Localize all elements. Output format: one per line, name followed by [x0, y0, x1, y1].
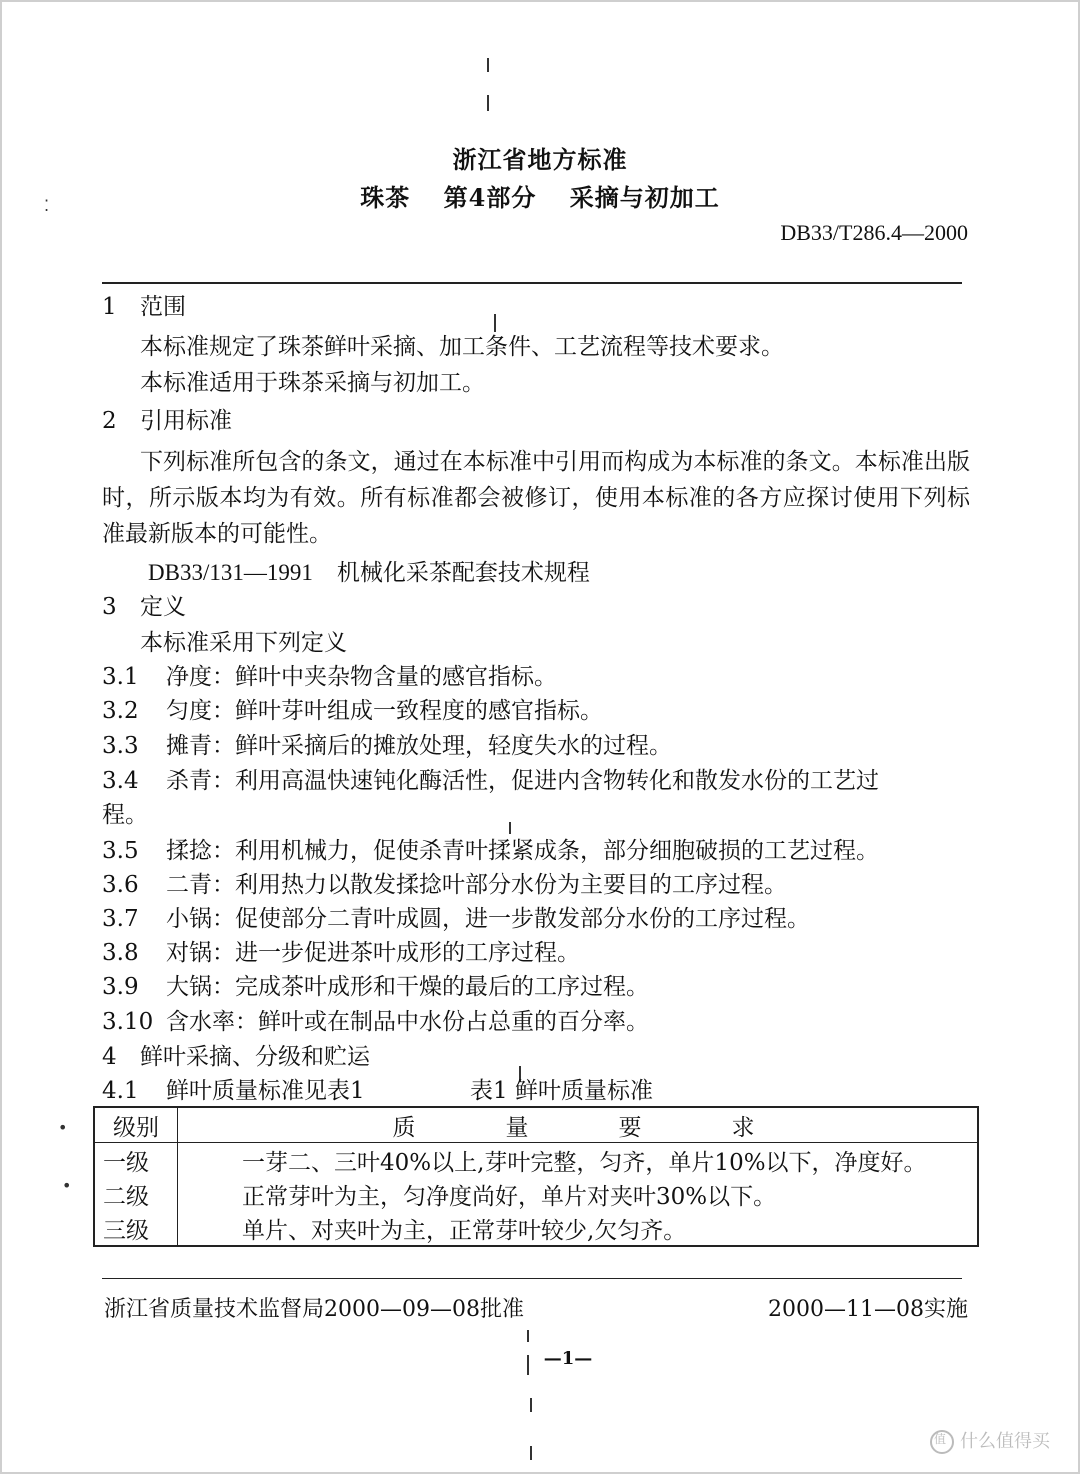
- referenced-standard: [148, 556, 590, 590]
- effective-date: 2000—11—08实施: [768, 1297, 968, 1322]
- requirement-cell: 单片、对夹叶为主，正常芽叶较少,欠匀齐。: [242, 1217, 687, 1244]
- scan-speck: •: [58, 1118, 68, 1137]
- ref-name: 机械化采茶配套技术规程: [336, 560, 590, 586]
- definition-continuation: 程。: [102, 802, 148, 828]
- section-4-heading: [102, 1040, 370, 1074]
- title-part-subject: 采摘与初加工: [569, 183, 720, 212]
- grade-cell: 二级: [94, 1177, 178, 1211]
- section-1-heading: [102, 290, 186, 324]
- section-2-paragraph: 下列标准所包含的条文，通过在本标准中引用而构成为本标准的条文。本标准出版时，所示版本均为有效。所有标准都会被修订，使用本标准的各方应探讨使用下列标准最新版本的可能性。: [102, 449, 970, 547]
- table-row: [94, 1143, 978, 1178]
- definition-item: [102, 936, 580, 970]
- standard-code: DB33/T286.4—2000: [780, 220, 968, 245]
- definition-item: [102, 970, 649, 1004]
- requirement-column-header: 质量要求: [178, 1107, 979, 1143]
- watermark-logo-icon: [930, 1430, 954, 1454]
- requirement-cell: 一芽二、三叶40%以上,芽叶完整，匀齐，单片10%以下，净度好。: [242, 1149, 927, 1176]
- section-3-intro: 本标准采用下列定义: [140, 630, 347, 656]
- section-2-heading: [102, 404, 232, 438]
- title-part-product: 珠茶: [360, 183, 411, 212]
- scan-speck: ⁚: [44, 196, 50, 215]
- definition-number: 3.5: [102, 838, 139, 864]
- table-row: [94, 1211, 978, 1246]
- definition-item: [102, 660, 557, 694]
- definition-number: 3.4: [102, 768, 139, 794]
- table-caption: 表1 鲜叶质量标准: [470, 1078, 653, 1104]
- scan-speck: •: [62, 1176, 72, 1195]
- definition-number: 3.1: [102, 664, 139, 690]
- footer-divider: [102, 1278, 962, 1279]
- ref-code: DB33/131—1991: [148, 560, 313, 585]
- binding-mark: [487, 95, 489, 111]
- definition-number: 3.7: [102, 906, 139, 932]
- definition-item: [102, 1005, 649, 1039]
- section-3-heading: [102, 590, 186, 624]
- watermark-text: 什么值得买: [960, 1431, 1050, 1452]
- section-number: 3: [102, 594, 117, 620]
- binding-mark: [530, 1446, 532, 1460]
- grade-cell: 三级: [94, 1211, 178, 1246]
- definition-number: 3.8: [102, 940, 139, 966]
- definition-text: 含水率：鲜叶或在制品中水份占总重的百分率。: [166, 1009, 649, 1035]
- section-heading-text: 定义: [140, 594, 186, 620]
- binding-mark: [487, 58, 489, 72]
- section-1-paragraph-1: 本标准规定了珠茶鲜叶采摘、加工条件、工艺流程等技术要求。: [140, 334, 784, 360]
- definition-item: [102, 834, 879, 868]
- section-4-1-line: [102, 1074, 365, 1108]
- title-part-section: 第4部分: [443, 183, 537, 212]
- page-number: —1—: [543, 1348, 593, 1369]
- definition-number: 3.2: [102, 698, 139, 724]
- section-number: 4: [102, 1044, 117, 1070]
- definition-number: 3.9: [102, 974, 139, 1000]
- definition-text: 揉捻：利用机械力，促使杀青叶揉紧成条，部分细胞破损的工艺过程。: [166, 838, 879, 864]
- grade-column-header: 级别: [94, 1107, 178, 1143]
- table-header-row: [94, 1107, 978, 1143]
- section-heading-text: 范围: [140, 294, 186, 320]
- binding-mark: [509, 822, 511, 834]
- site-watermark: [930, 1427, 1050, 1454]
- section-heading-text: 鲜叶采摘、分级和贮运: [140, 1044, 370, 1070]
- table-row: [94, 1177, 978, 1211]
- binding-mark: [530, 1398, 532, 1412]
- definition-number: 3.10: [102, 1009, 154, 1035]
- definition-text: 摊青：鲜叶采摘后的摊放处理，轻度失水的过程。: [166, 733, 672, 759]
- definition-text: 对锅：进一步促进茶叶成形的工序过程。: [166, 940, 580, 966]
- section-heading-text: 引用标准: [140, 408, 232, 434]
- section-number: 1: [102, 294, 117, 320]
- definition-item: [102, 902, 810, 936]
- binding-mark: [527, 1330, 529, 1342]
- definition-item: [102, 764, 879, 798]
- definition-text: 二青：利用热力以散发揉捻叶部分水份为主要目的工序过程。: [166, 872, 787, 898]
- definition-item: [102, 868, 787, 902]
- header-divider: [102, 282, 962, 284]
- approval-statement: 浙江省质量技术监督局2000—09—08批准: [104, 1297, 524, 1322]
- definition-item: [102, 694, 603, 728]
- standard-org-title: 浙江省地方标准: [452, 145, 628, 174]
- grade-cell: 一级: [94, 1143, 178, 1178]
- definition-text: 大锅：完成茶叶成形和干燥的最后的工序过程。: [166, 974, 649, 1000]
- requirement-cell: 正常芽叶为主，匀净度尚好，单片对夹叶30%以下。: [242, 1183, 777, 1210]
- section-number: 2: [102, 408, 117, 434]
- definition-number: 3.6: [102, 872, 139, 898]
- standard-title: [0, 178, 1080, 213]
- section-4-1-text: 鲜叶质量标准见表1: [166, 1078, 365, 1104]
- definition-text: 净度：鲜叶中夹杂物含量的感官指标。: [166, 664, 557, 690]
- definition-text: 杀青：利用高温快速钝化酶活性，促进内含物转化和散发水份的工艺过: [166, 768, 879, 794]
- section-number: 4.1: [102, 1078, 139, 1104]
- section-1-paragraph-2: 本标准适用于珠茶采摘与初加工。: [140, 370, 485, 396]
- definition-number: 3.3: [102, 733, 139, 759]
- definition-item: [102, 729, 672, 763]
- definition-text: 小锅：促使部分二青叶成圆，进一步散发部分水份的工序过程。: [166, 906, 810, 932]
- fresh-leaf-quality-table: [93, 1106, 979, 1247]
- definition-text: 匀度：鲜叶芽叶组成一致程度的感官指标。: [166, 698, 603, 724]
